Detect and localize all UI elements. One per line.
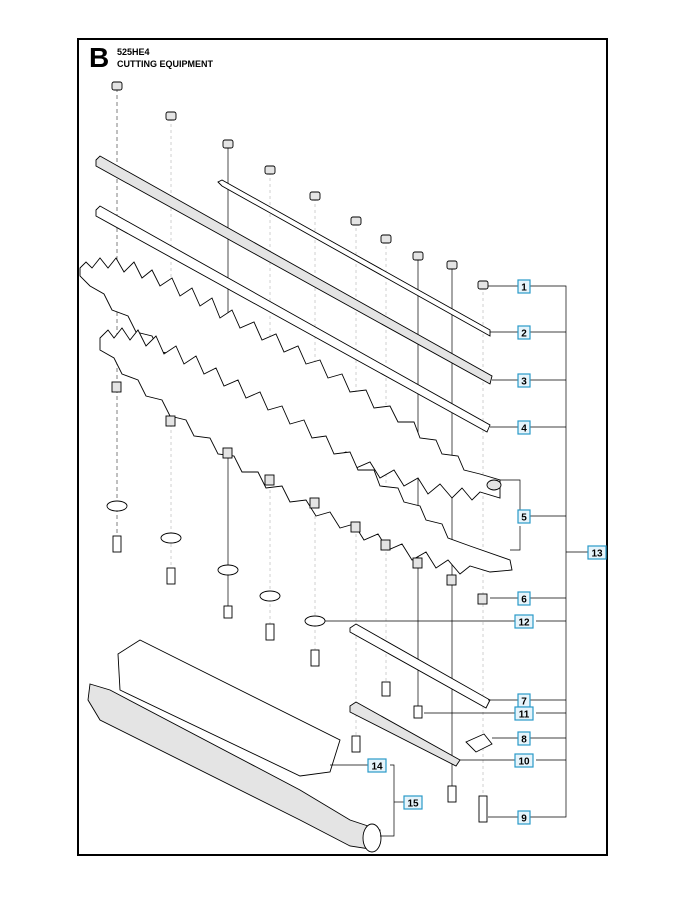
callout-1-label: 1 [521, 282, 527, 294]
part-clip-8 [466, 734, 492, 752]
callout-11-label: 11 [518, 709, 530, 721]
callout-2-label: 2 [521, 328, 527, 340]
callout-15-label: 15 [407, 798, 419, 810]
part-guide-10 [350, 702, 460, 766]
callout-3 [518, 374, 530, 388]
callout-13-label: 13 [591, 548, 603, 560]
callout-5 [518, 510, 530, 524]
callout-5-label: 5 [521, 512, 527, 524]
diagram-title: CUTTING EQUIPMENT [117, 59, 213, 69]
drive-tube-end [363, 824, 381, 852]
callout-9 [518, 811, 530, 825]
callout-14 [368, 759, 386, 773]
callout-12 [515, 615, 533, 629]
callout-8-label: 8 [521, 734, 527, 746]
callout-11 [515, 707, 533, 721]
callout-6-label: 6 [521, 594, 527, 606]
callout-1 [518, 280, 530, 294]
callout-7-label: 7 [521, 696, 527, 708]
callout-15 [404, 796, 422, 810]
blade-pivot [487, 480, 501, 490]
washers [107, 501, 325, 626]
section-letter: B [89, 42, 110, 73]
callout-4-label: 4 [521, 423, 527, 435]
top-nuts [112, 82, 488, 289]
callout-7 [518, 694, 530, 708]
part-strip-2 [218, 180, 490, 336]
callout-13 [588, 546, 606, 560]
part-plate-7 [350, 624, 490, 708]
callout-10-label: 10 [518, 756, 530, 768]
callout-6 [518, 592, 530, 606]
callout-2 [518, 326, 530, 340]
callout-8 [518, 732, 530, 746]
callout-14-label: 14 [371, 761, 383, 773]
model-number: 525HE4 [117, 47, 150, 57]
callout-10 [515, 754, 533, 768]
callout-9-label: 9 [521, 813, 527, 825]
callout-4 [518, 421, 530, 435]
callout-3-label: 3 [521, 376, 527, 388]
callout-12-label: 12 [518, 617, 530, 629]
